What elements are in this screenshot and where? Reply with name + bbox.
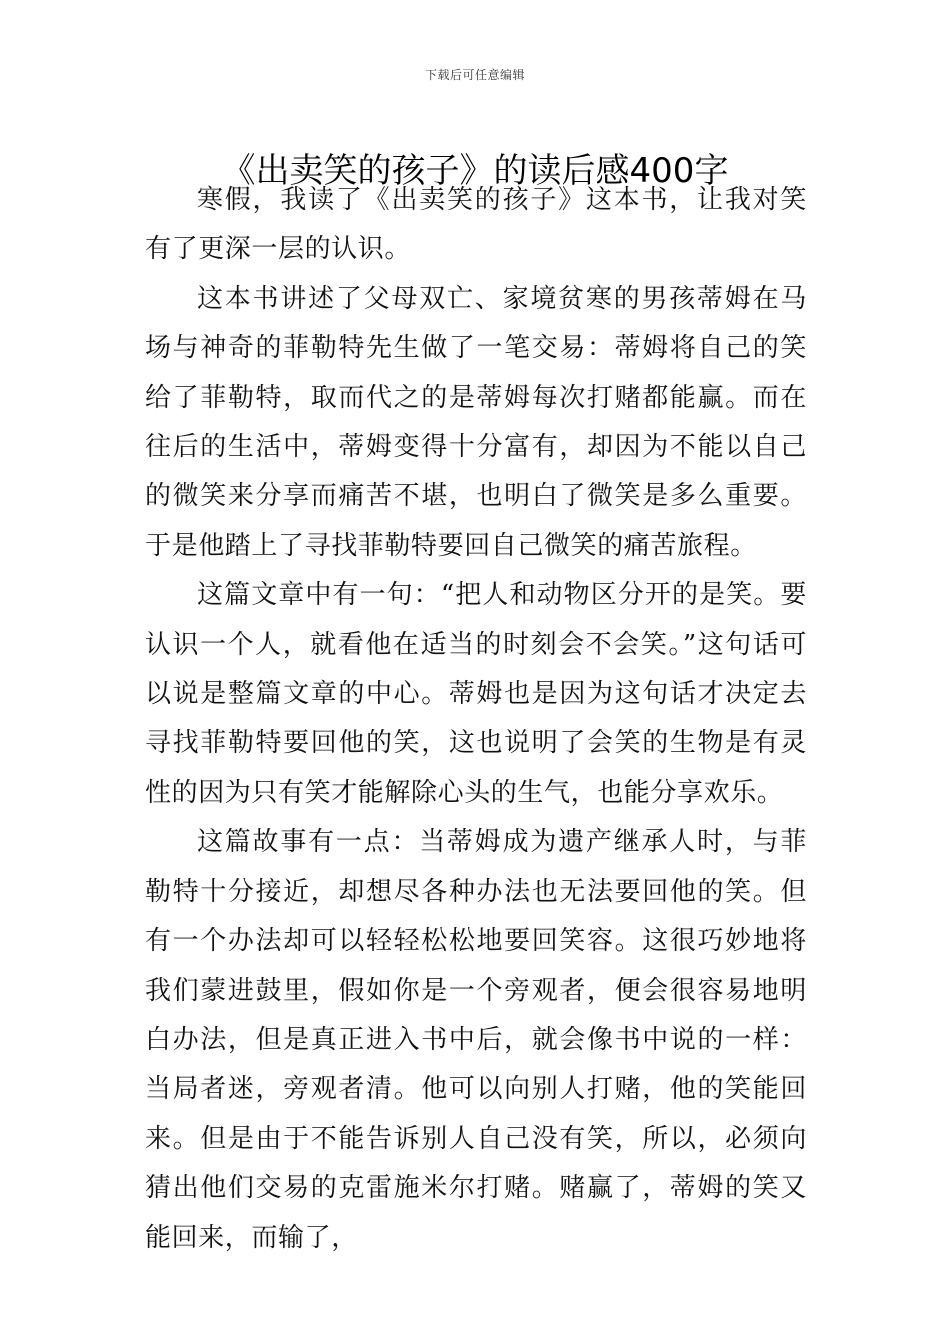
- paragraph: 这本书讲述了父母双亡、家境贫寒的男孩蒂姆在马场与神奇的菲勒特先生做了一笔交易：蒂姆将自己的笑给了菲勒特，取而代之的是蒂姆每次打赌都能赢。而在往后的生活中，蒂姆变得十分富有，却因为不能以自己的微笑来分享而痛苦不堪，也明白了微笑是多么重要。于是他踏上了寻找菲勒特要回自己微笑的痛苦旅程。: [145, 283, 807, 561]
- paragraph: 寒假，我读了《出卖笑的孩子》这本书，让我对笑有了更深一层的认识。: [145, 185, 807, 265]
- document-body: [145, 176, 807, 1263]
- header-note: 下载后可任意编辑: [424, 68, 525, 82]
- document-title: 《出卖笑的孩子》的读后感400字: [221, 150, 729, 191]
- paragraph: 这篇文章中有一句：“把人和动物区分开的是笑。要认识一个人，就看他在适当的时刻会不会笑。”这句话可以说是整篇文章的中心。蒂姆也是因为这句话才决定去寻找菲勒特要回他的笑，这也说明了会笑的生物是有灵性的因为只有笑才能解除心头的生气，也能分享欢乐。: [145, 580, 807, 808]
- paragraph: 这篇故事有一点：当蒂姆成为遗产继承人时，与菲勒特十分接近，却想尽各种办法也无法要回他的笑。但有一个办法却可以轻轻松松地要回笑容。这很巧妙地将我们蒙进鼓里，假如你是一个旁观者，便会很容易地明白办法，但是真正进入书中后，就会像书中说的一样：当局者迷，旁观者清。他可以向别人打赌，他的笑能回来。但是由于不能告诉别人自己没有笑，所以，必须向猜出他们交易的克雷施米尔打赌。赌赢了，蒂姆的笑又能回来，而输了，: [145, 827, 807, 1253]
